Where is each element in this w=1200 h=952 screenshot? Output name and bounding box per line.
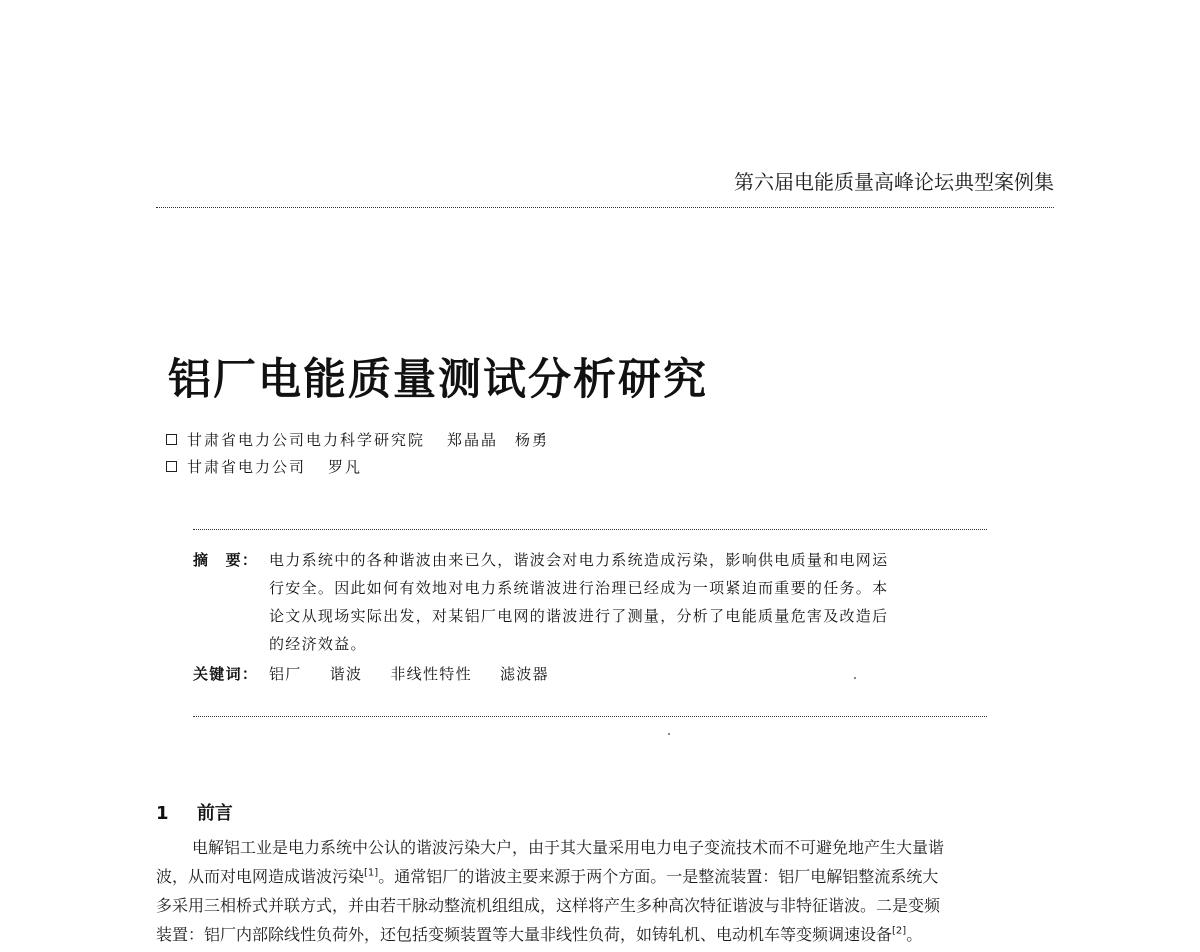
abstract-label: 摘 要： <box>193 551 259 569</box>
abstract-bottom-divider <box>193 716 987 717</box>
scan-speck <box>854 677 856 679</box>
keywords-list <box>269 660 571 688</box>
body-text-segment: 。通常铝厂的谐波主要来源于两个方面。一是整流装置：铝厂电解铝整流系统大 <box>378 867 939 886</box>
abstract-line: 电力系统中的各种谐波由来已久，谐波会对电力系统造成污染，影响供电质量和电网运 <box>269 551 889 569</box>
keyword-item: 非线性特性 <box>390 665 472 683</box>
affiliation-authors: 罗凡 <box>328 458 363 476</box>
checkbox-bullet-icon <box>166 461 177 472</box>
abstract-top-divider <box>193 529 987 530</box>
affiliation-org: 甘肃省电力公司电力科学研究院 <box>187 431 426 449</box>
abstract-line: 论文从现场实际出发，对某铝厂电网的谐波进行了测量，分析了电能质量危害及改造后 <box>269 607 889 625</box>
section-number: 1 <box>156 803 169 824</box>
body-line: 电解铝工业是电力系统中公认的谐波污染大户，由于其大量采用电力电子变流技术而不可避免地产生大量谐 <box>192 838 945 857</box>
body-line: 多采用三相桥式并联方式，并由若干脉动整流机组组成，这样将产生多种高次特征谐波与非特征谐波。二是变频 <box>156 896 941 915</box>
abstract-row <box>193 546 993 658</box>
affiliation-2 <box>166 456 362 477</box>
keyword-item: 滤波器 <box>499 665 549 683</box>
abstract-block <box>193 546 993 688</box>
keyword-item: 铝厂 <box>269 665 302 683</box>
abstract-line: 行安全。因此如何有效地对电力系统谐波进行治理已经成为一项紧迫而重要的任务。本 <box>269 579 889 597</box>
body-text-segment: 装置：铝厂内部除线性负荷外，还包括变频装置等大量非线性负荷，如铸轧机、电动机车等变频调速设备 <box>156 925 893 944</box>
header-divider <box>156 207 1054 208</box>
abstract-text <box>269 546 985 658</box>
article-title: 铝厂电能质量测试分析研究 <box>168 355 708 405</box>
section-heading <box>156 799 233 825</box>
affiliation-1 <box>166 429 549 450</box>
affiliation-org: 甘肃省电力公司 <box>187 458 307 476</box>
body-line <box>156 862 1056 891</box>
running-head: 第六届电能质量高峰论坛典型案例集 <box>734 170 1054 194</box>
citation-ref: [1] <box>364 867 379 879</box>
keywords-label: 关键词： <box>193 665 259 683</box>
keywords-row <box>193 660 993 688</box>
body-line <box>156 920 1056 949</box>
abstract-line: 的经济效益。 <box>269 635 367 653</box>
keyword-item: 谐波 <box>329 665 363 683</box>
affiliation-authors: 郑晶晶 杨勇 <box>447 431 550 449</box>
scan-speck <box>668 733 670 735</box>
checkbox-bullet-icon <box>166 434 177 445</box>
body-text-segment: 波，从而对电网造成谐波污染 <box>156 867 365 886</box>
section-title: 前言 <box>196 803 233 824</box>
body-text-segment: 。 <box>906 925 923 944</box>
citation-ref: [2] <box>892 925 907 937</box>
body-paragraph <box>156 833 1056 949</box>
